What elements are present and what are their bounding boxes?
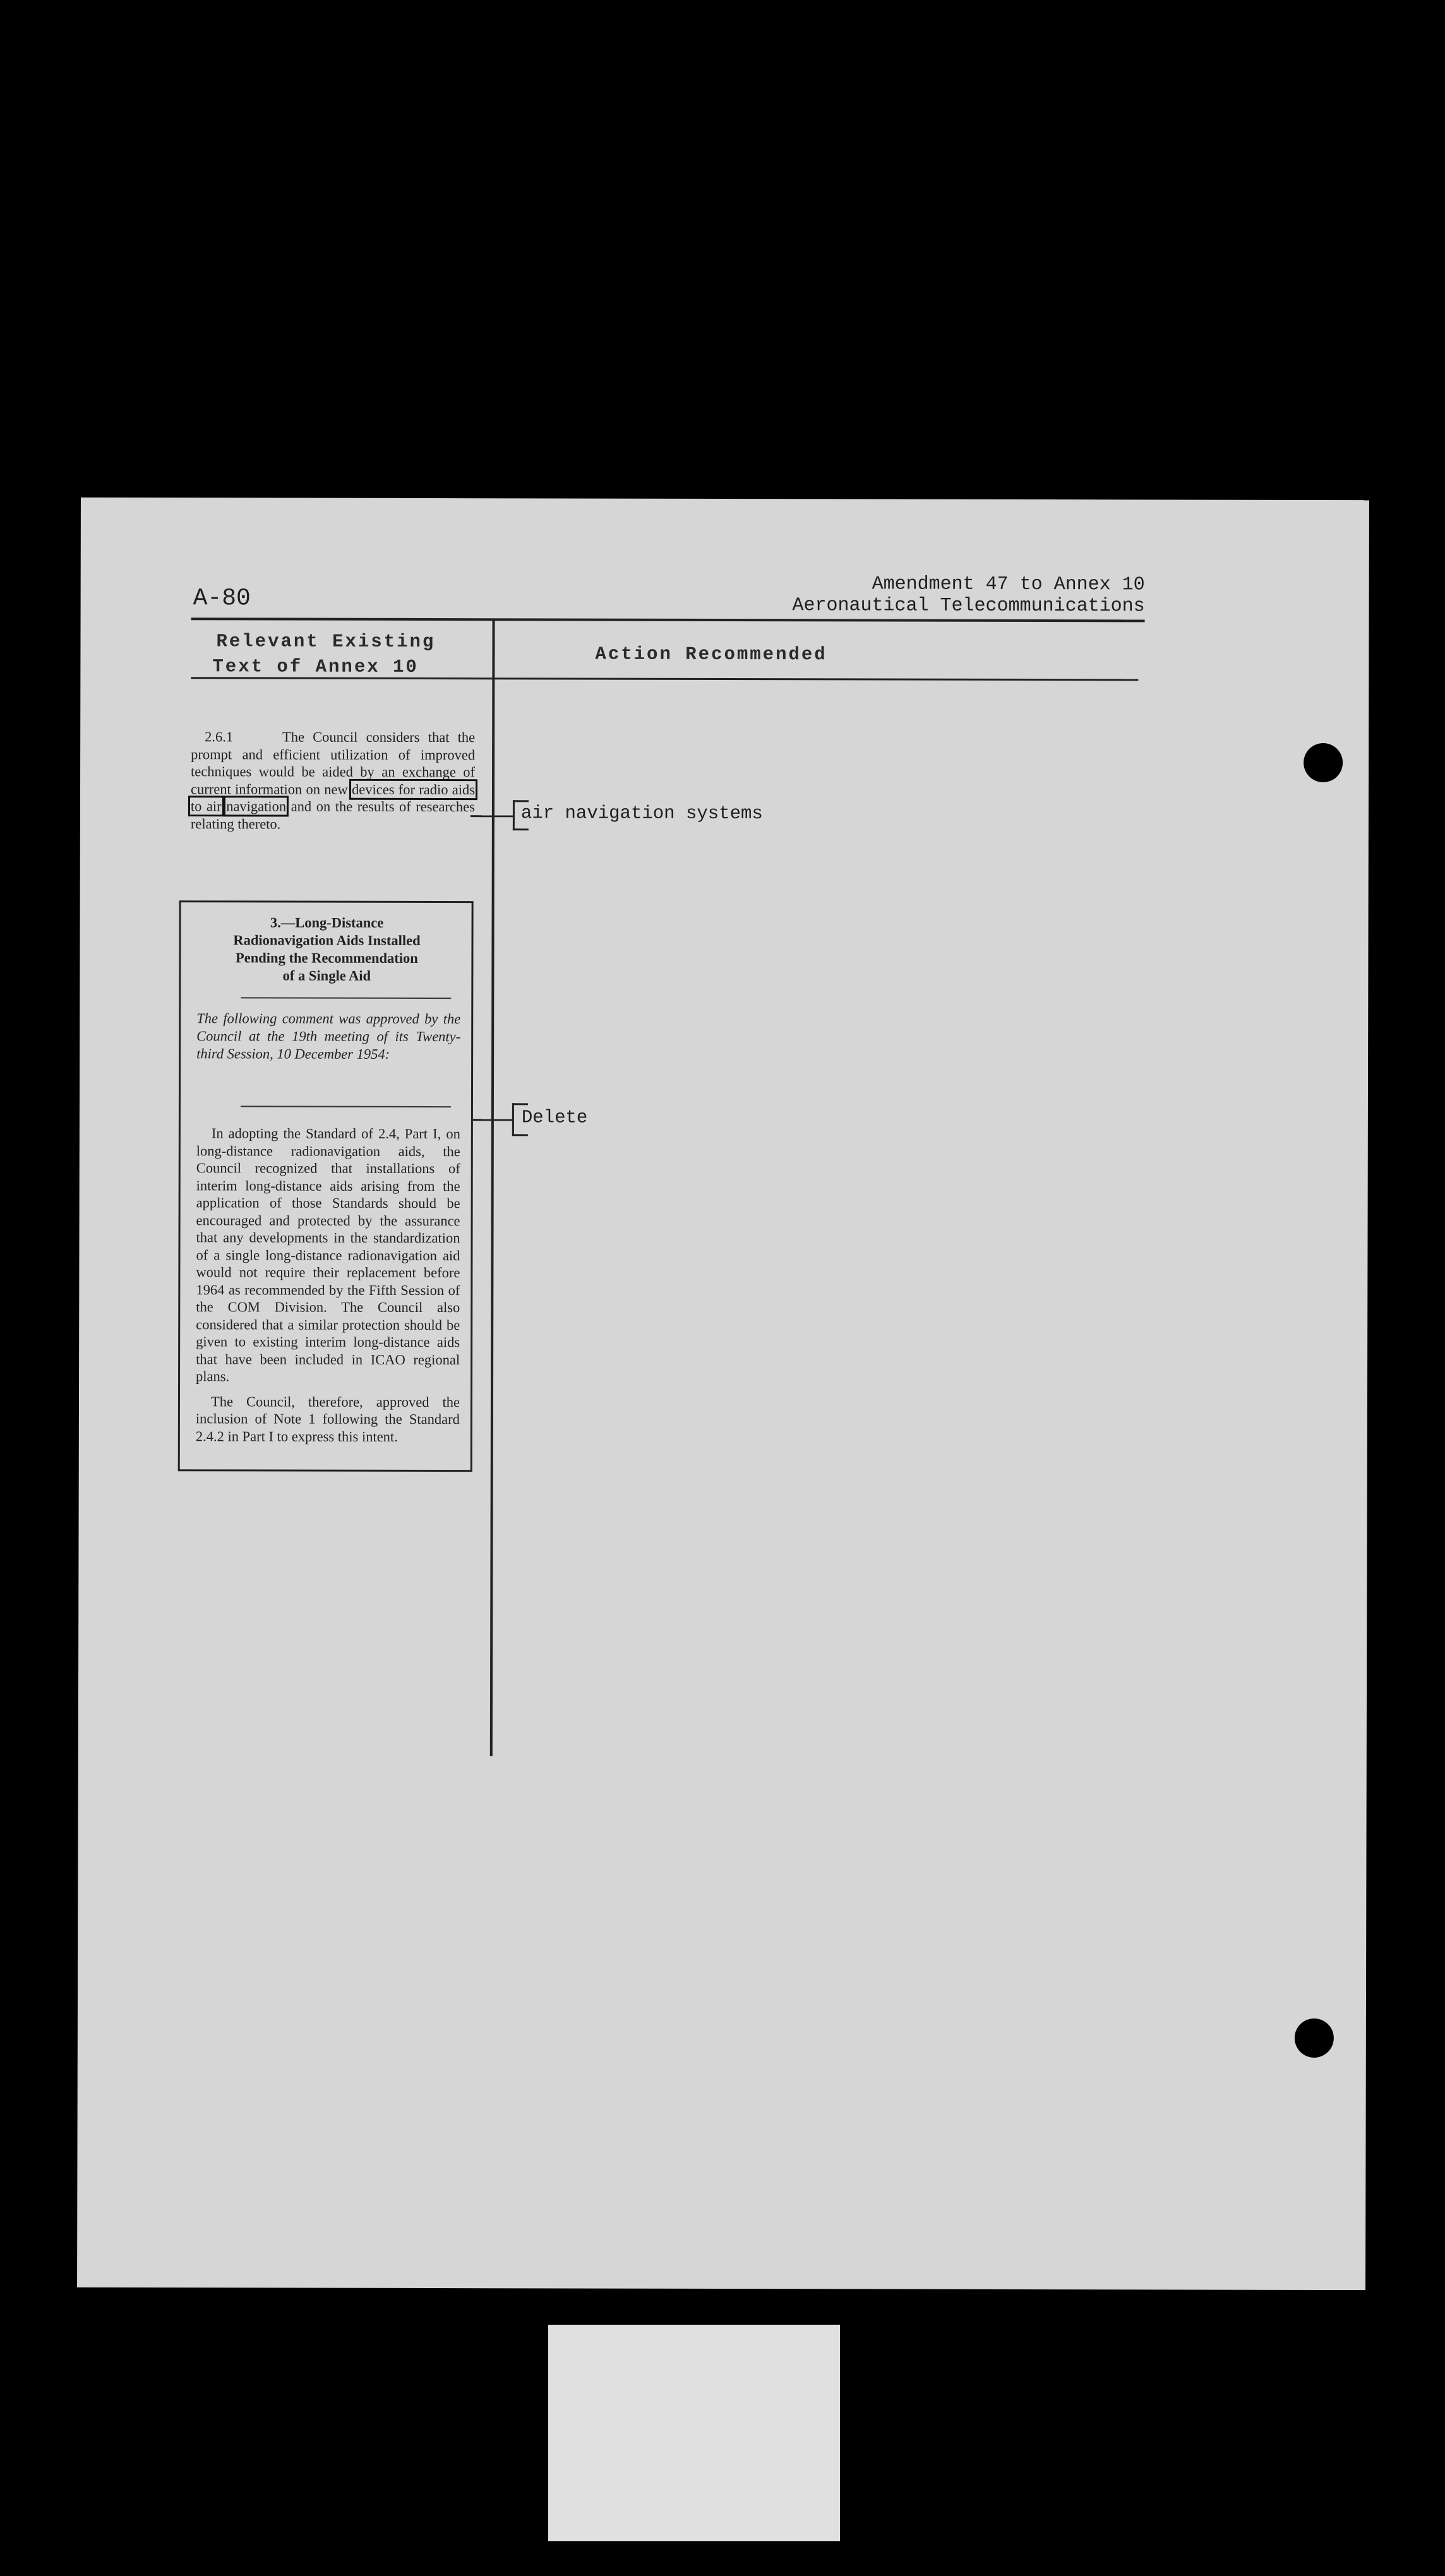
section-text-end: and on the results of researches relating thereto.	[190, 798, 475, 832]
punch-hole-bottom	[1295, 2018, 1334, 2058]
header-rule	[191, 617, 1145, 622]
column-divider	[490, 619, 495, 1756]
action-replacement: air navigation systems	[520, 802, 763, 825]
right-column-heading: Action Recommended	[595, 643, 827, 665]
section-2-6-1	[191, 728, 475, 833]
box-paragraph-1: In adopting the Standard of 2.4, Part I, on long-distance radionavigation aids, the Council recognized that installations of interim long-distance aids arising from the application of those Standards should be encouraged and protected by the assurance that any developments in the standardization of a single long-distance radionavigation aid would not require their replacement before 1964 as recommended by the Fifth Session of the COM Division. The Council also considered that a similar protection should be given to existing interim long-distance aids that have been included in ICAO regional plans.	[196, 1125, 460, 1385]
punch-hole-top	[1304, 743, 1343, 782]
page-number: A-80	[193, 585, 251, 612]
action-delete: Delete	[521, 1107, 588, 1128]
box-body	[196, 1124, 460, 1453]
box-divider-top	[241, 997, 451, 999]
blank-slip	[548, 2325, 840, 2541]
left-heading-line2: Text of Annex 10	[212, 656, 419, 677]
box-paragraph-2: The Council, therefore, approved the inclusion of Note 1 following the Standard 2.4.2 in Part I to express this intent.	[195, 1393, 460, 1445]
boxed-text-navigation: navigation	[226, 798, 287, 814]
section-text-start: The Council considers that the prompt and efficient utilization of improved techniques would be aided by an exchange of current information on new	[190, 729, 476, 797]
amendment-line: Amendment 47 to Annex 10	[872, 573, 1145, 596]
running-header	[792, 573, 1144, 617]
connector-line-1	[471, 815, 515, 817]
box-italic-intro: The following comment was approved by the Council at the 19th meeting of its Twenty-third Session, 10 December 1954:	[196, 1010, 461, 1062]
subject-line: Aeronautical Telecommunications	[792, 595, 1145, 617]
left-column-heading	[212, 629, 436, 680]
council-comment-box	[178, 900, 474, 1472]
connector-line-2	[473, 1119, 514, 1121]
box-title	[193, 914, 460, 985]
boxed-text-devices: devices for radio aids to air	[190, 781, 476, 814]
left-heading-line1: Relevant Existing	[216, 631, 436, 653]
box-divider-bottom	[241, 1106, 451, 1107]
box-title-line1: 3.—Long-Distance	[270, 914, 384, 931]
box-title-line3: Pending the Recommendation	[236, 950, 418, 966]
section-number: 2.6.1	[205, 729, 234, 745]
box-title-line2: Radionavigation Aids Installed	[233, 932, 421, 948]
box-title-line4: of a Single Aid	[282, 967, 371, 984]
document-page	[77, 498, 1369, 2290]
